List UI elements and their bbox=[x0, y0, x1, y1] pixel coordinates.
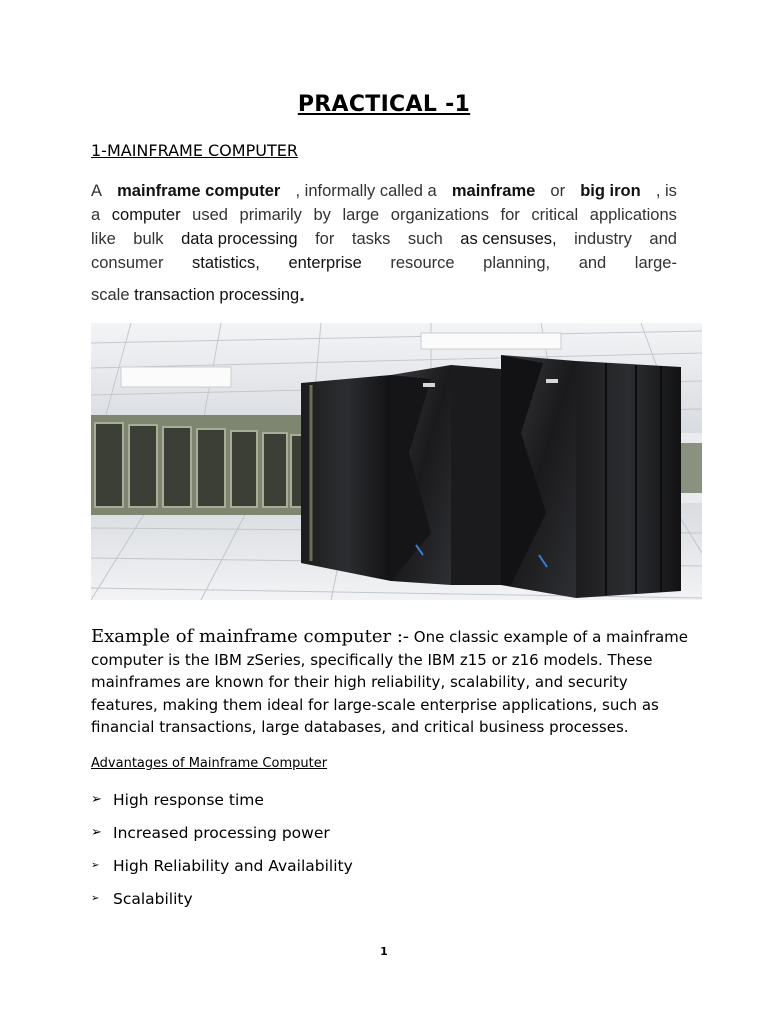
intro-line-2: a computer used primarily by large organizations for critical applications bbox=[91, 206, 677, 224]
advantages-list bbox=[91, 789, 353, 921]
mainframe-photo bbox=[91, 323, 702, 600]
list-item: ➢ High Reliability and Availability bbox=[91, 857, 353, 875]
page-title: PRACTICAL -1 bbox=[297, 92, 471, 117]
section-heading: 1-MAINFRAME COMPUTER bbox=[91, 141, 298, 160]
example-paragraph bbox=[91, 626, 691, 739]
list-item: ➢ Increased processing power bbox=[91, 824, 330, 842]
arrow-bullet-icon: ➢ bbox=[91, 860, 100, 871]
intro-line-1: A mainframe computer , informally called a mainframe or big iron , is bbox=[91, 182, 677, 200]
list-item: ➢ Scalability bbox=[91, 890, 193, 908]
page-number: 1 bbox=[380, 945, 388, 958]
intro-paragraph bbox=[91, 179, 677, 307]
intro-line-4: consumer statistics, enterprise resource planning, and large- bbox=[91, 254, 677, 272]
mainframe-illustration bbox=[91, 323, 702, 600]
arrow-bullet-icon: ➢ bbox=[91, 792, 102, 807]
example-body: One classic example of a mainframe computer is the IBM zSeries, specifically the IBM z15 or z16 models. These mainframes are known for their high reliability, scalability, and security features, making them ideal for large-scale enterprise applications, such as financial transactions, large databases, and critical business processes. bbox=[91, 628, 689, 736]
arrow-bullet-icon: ➢ bbox=[91, 825, 102, 840]
intro-line-5: scale transaction processing . bbox=[91, 284, 305, 306]
intro-line-3: like bulk data processing for tasks such as censuses, industry and bbox=[91, 230, 677, 248]
list-item: ➢ High response time bbox=[91, 791, 264, 809]
example-lead: Example of mainframe computer :- bbox=[91, 626, 410, 647]
arrow-bullet-icon: ➢ bbox=[91, 893, 100, 904]
advantages-heading: Advantages of Mainframe Computer bbox=[91, 756, 328, 771]
